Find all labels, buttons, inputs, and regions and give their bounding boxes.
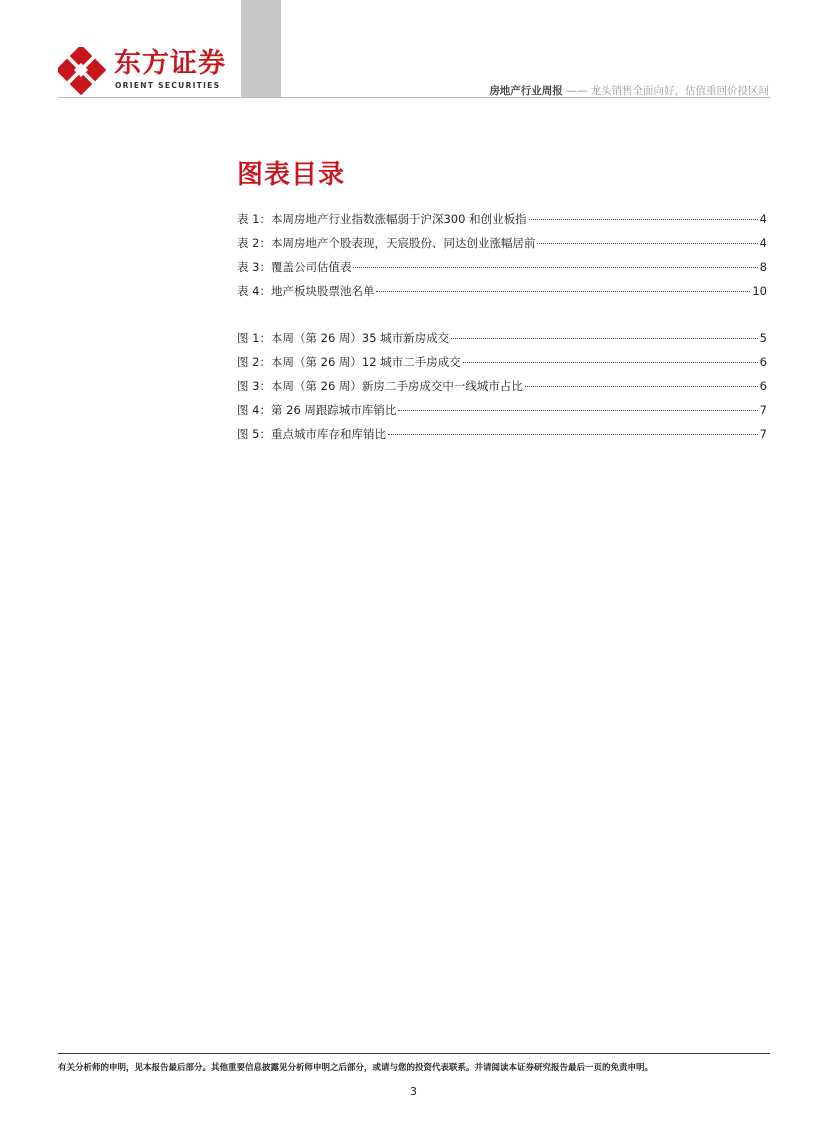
toc-entry-page: 7 bbox=[759, 403, 767, 417]
page-number: 3 bbox=[410, 1085, 417, 1098]
toc-leader-dots bbox=[398, 410, 757, 411]
report-type: 房地产行业周报 bbox=[489, 85, 563, 97]
toc-entry-label: 图 5：重点城市库存和库销比 bbox=[237, 427, 386, 441]
toc-leader-dots bbox=[525, 386, 758, 387]
toc-entry-label: 表 4：地产板块股票池名单 bbox=[237, 284, 375, 298]
toc-entry[interactable] bbox=[237, 354, 767, 378]
toc-entry-page: 4 bbox=[759, 212, 767, 226]
report-subtitle: 龙头销售全面向好，估值重回价投区间 bbox=[590, 85, 769, 97]
logo-mark-icon bbox=[58, 47, 106, 95]
logo-english-text: ORIENT SECURITIES bbox=[115, 81, 221, 90]
toc-entry-page: 6 bbox=[759, 355, 767, 369]
toc-entry[interactable] bbox=[237, 378, 767, 402]
toc-entry-page: 10 bbox=[752, 284, 767, 298]
toc-entry-page: 7 bbox=[759, 427, 767, 441]
toc-leader-dots bbox=[463, 362, 758, 363]
toc-entry[interactable] bbox=[237, 283, 767, 307]
toc-leader-dots bbox=[529, 219, 758, 220]
toc-figures-list bbox=[237, 330, 767, 450]
toc-entry-page: 6 bbox=[759, 379, 767, 393]
toc-title: 图表目录 bbox=[237, 160, 346, 190]
toc-entry-label: 图 4：第 26 周跟踪城市库销比 bbox=[237, 403, 397, 417]
footer-disclaimer: 有关分析师的申明，见本报告最后部分。其他重要信息披露见分析师申明之后部分，或请与您的投资代表联系。并请阅读本证券研究报告最后一页的免责申明。 bbox=[58, 1063, 654, 1073]
toc-entry-label: 表 3：覆盖公司估值表 bbox=[237, 260, 352, 274]
toc-leader-dots bbox=[537, 243, 757, 244]
toc-entry-page: 5 bbox=[759, 331, 767, 345]
toc-entry[interactable] bbox=[237, 235, 767, 259]
toc-entry[interactable] bbox=[237, 402, 767, 426]
toc-entry-label: 图 3：本周（第 26 周）新房二手房成交中一线城市占比 bbox=[237, 379, 523, 393]
toc-entry-page: 4 bbox=[759, 236, 767, 250]
toc-entry[interactable] bbox=[237, 211, 767, 235]
toc-leader-dots bbox=[388, 434, 758, 435]
toc-entry[interactable] bbox=[237, 259, 767, 283]
toc-tables-list bbox=[237, 211, 767, 307]
toc-leader-dots bbox=[353, 267, 757, 268]
company-logo bbox=[58, 47, 228, 97]
logo-chinese-text: 东方证券 bbox=[114, 48, 226, 79]
toc-entry-label: 图 1：本周（第 26 周）35 城市新房成交 bbox=[237, 331, 450, 345]
toc-entry[interactable] bbox=[237, 426, 767, 450]
header-divider bbox=[58, 97, 770, 98]
toc-entry-label: 表 2：本周房地产个股表现，天宸股份、同达创业涨幅居前 bbox=[237, 236, 536, 250]
toc-entry-label: 表 1：本周房地产行业指数涨幅弱于沪深300 和创业板指 bbox=[237, 212, 527, 226]
header-separator: —— bbox=[566, 85, 588, 97]
toc-leader-dots bbox=[451, 338, 757, 339]
toc-leader-dots bbox=[376, 291, 750, 292]
header-gray-tab bbox=[241, 0, 281, 98]
toc-entry-label: 图 2：本周（第 26 周）12 城市二手房成交 bbox=[237, 355, 461, 369]
report-header-title bbox=[489, 83, 769, 98]
footer-divider bbox=[58, 1053, 770, 1054]
toc-entry[interactable] bbox=[237, 330, 767, 354]
toc-entry-page: 8 bbox=[759, 260, 767, 274]
